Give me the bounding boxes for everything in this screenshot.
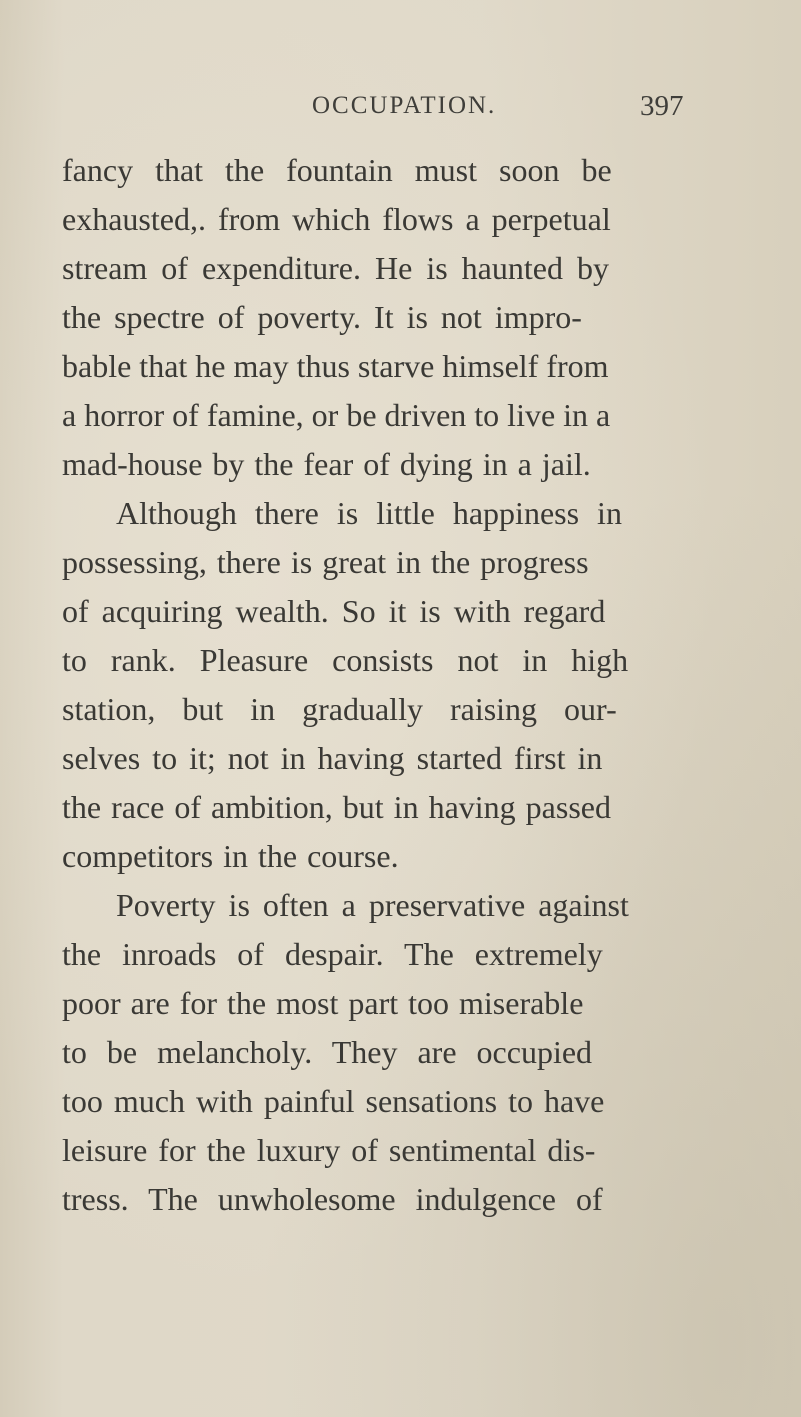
text-line: the inroads of despair. The extremely bbox=[62, 936, 603, 972]
text-line: the race of ambition, but in having passed bbox=[62, 789, 611, 825]
text-line: to be melancholy. They are occupied bbox=[62, 1034, 593, 1070]
text-line: too much with painful sensations to have bbox=[62, 1083, 605, 1119]
text-line: mad-house by the fear of dying in a jail. bbox=[62, 446, 591, 482]
text-line: selves to it; not in having started first in bbox=[62, 740, 603, 776]
text-line: competitors in the course. bbox=[62, 838, 399, 874]
page-number: 397 bbox=[640, 90, 684, 122]
text-line: of acquiring wealth. So it is with regard bbox=[62, 593, 606, 629]
text-line: leisure for the luxury of sentimental dis- bbox=[62, 1132, 596, 1168]
text-line: Poverty is often a preservative against bbox=[116, 887, 629, 923]
text-line: the spectre of poverty. It is not impro- bbox=[62, 299, 582, 335]
text-line: bable that he may thus starve himself from bbox=[62, 348, 609, 384]
text-line: station, but in gradually raising our- bbox=[62, 691, 617, 727]
running-head bbox=[0, 92, 801, 132]
text-line: a horror of famine, or be driven to live in a bbox=[62, 397, 611, 433]
text-line: possessing, there is great in the progress bbox=[62, 544, 589, 580]
text-line: exhausted,. from which flows a perpetual bbox=[62, 201, 611, 237]
text-line: fancy that the fountain must soon be bbox=[62, 152, 612, 188]
text-line: to rank. Pleasure consists not in high bbox=[62, 642, 629, 678]
running-title: OCCUPATION. bbox=[312, 92, 497, 119]
text-line: stream of expenditure. He is haunted by bbox=[62, 250, 609, 286]
text-line: tress. The unwholesome indulgence of bbox=[62, 1181, 603, 1217]
text-line: Although there is little happiness in bbox=[116, 495, 622, 531]
text-line: poor are for the most part too miserable bbox=[62, 985, 584, 1021]
